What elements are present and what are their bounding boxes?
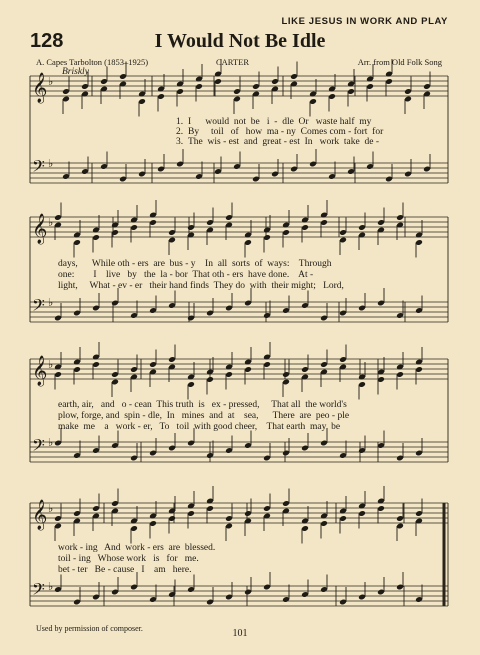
flat-sign: ♭: [48, 580, 54, 593]
verse-number: 2.: [176, 127, 184, 137]
bass-clef: 𝄢: [32, 435, 45, 459]
treble-clef: 𝄞: [32, 500, 48, 530]
treble-clef: 𝄞: [32, 214, 48, 244]
flat-sign: ♭: [48, 436, 54, 449]
flat-sign: ♭: [48, 157, 54, 170]
treble-clef: 𝄞: [32, 356, 48, 386]
lyric-line: I would not be i - dle Or waste half my: [188, 117, 372, 127]
hymn-number: 128: [30, 30, 64, 52]
flat-sign: ♭: [48, 75, 54, 88]
flat-sign: ♭: [48, 296, 54, 309]
treble-clef: 𝄞: [32, 73, 48, 103]
bass-clef: 𝄢: [32, 156, 45, 180]
bass-clef: 𝄢: [32, 295, 45, 319]
lyric-line: By toil of how ma - ny Comes com - fort for: [188, 127, 384, 137]
flat-sign: ♭: [48, 502, 54, 515]
lyric-line: earth, air, and o - cean This truth is ex - pressed, That all the world's: [58, 400, 347, 410]
lyric-line: work - ing And work - ers are blessed.: [58, 543, 216, 553]
lyric-line: days, While oth - ers are bus - y In all sorts of ways: Through: [58, 259, 332, 269]
lyric-line: toil - ing Whose work is for me.: [58, 554, 199, 564]
flat-sign: ♭: [48, 216, 54, 229]
lyric-line: The wis - est and great - est In work take de -: [188, 137, 379, 147]
page-number: 101: [232, 628, 248, 639]
arranger-credit: Arr. from Old Folk Song: [357, 57, 442, 67]
lyric-line: light, What - ev - er their hand finds They do with their might; Lord,: [58, 281, 344, 291]
author-credit: A. Capes Tarbolton (1853–1925): [36, 57, 149, 67]
verse-number: 1.: [176, 117, 184, 127]
tempo-marking: Briskly: [62, 67, 89, 77]
lyric-line: make me a work - er, To toil with good cheer, That earth may be: [58, 422, 341, 432]
tune-name: CARTER: [216, 57, 250, 67]
flat-sign: ♭: [48, 358, 54, 371]
lyric-line: plow, forge, and spin - dle, In mines and at sea, There are peo - ple: [58, 411, 350, 421]
permission-note: Used by permission of composer.: [36, 624, 143, 633]
verse-number: 3.: [176, 137, 184, 147]
lyric-line: one: I live by the la - bor That oth - ers have done. At -: [58, 270, 314, 280]
bass-clef: 𝄢: [32, 579, 45, 603]
lyric-line: bet - ter Be - cause I am here.: [58, 565, 192, 575]
hymn-title: I Would Not Be Idle: [154, 30, 326, 52]
running-head: LIKE JESUS IN WORK AND PLAY: [281, 16, 448, 27]
